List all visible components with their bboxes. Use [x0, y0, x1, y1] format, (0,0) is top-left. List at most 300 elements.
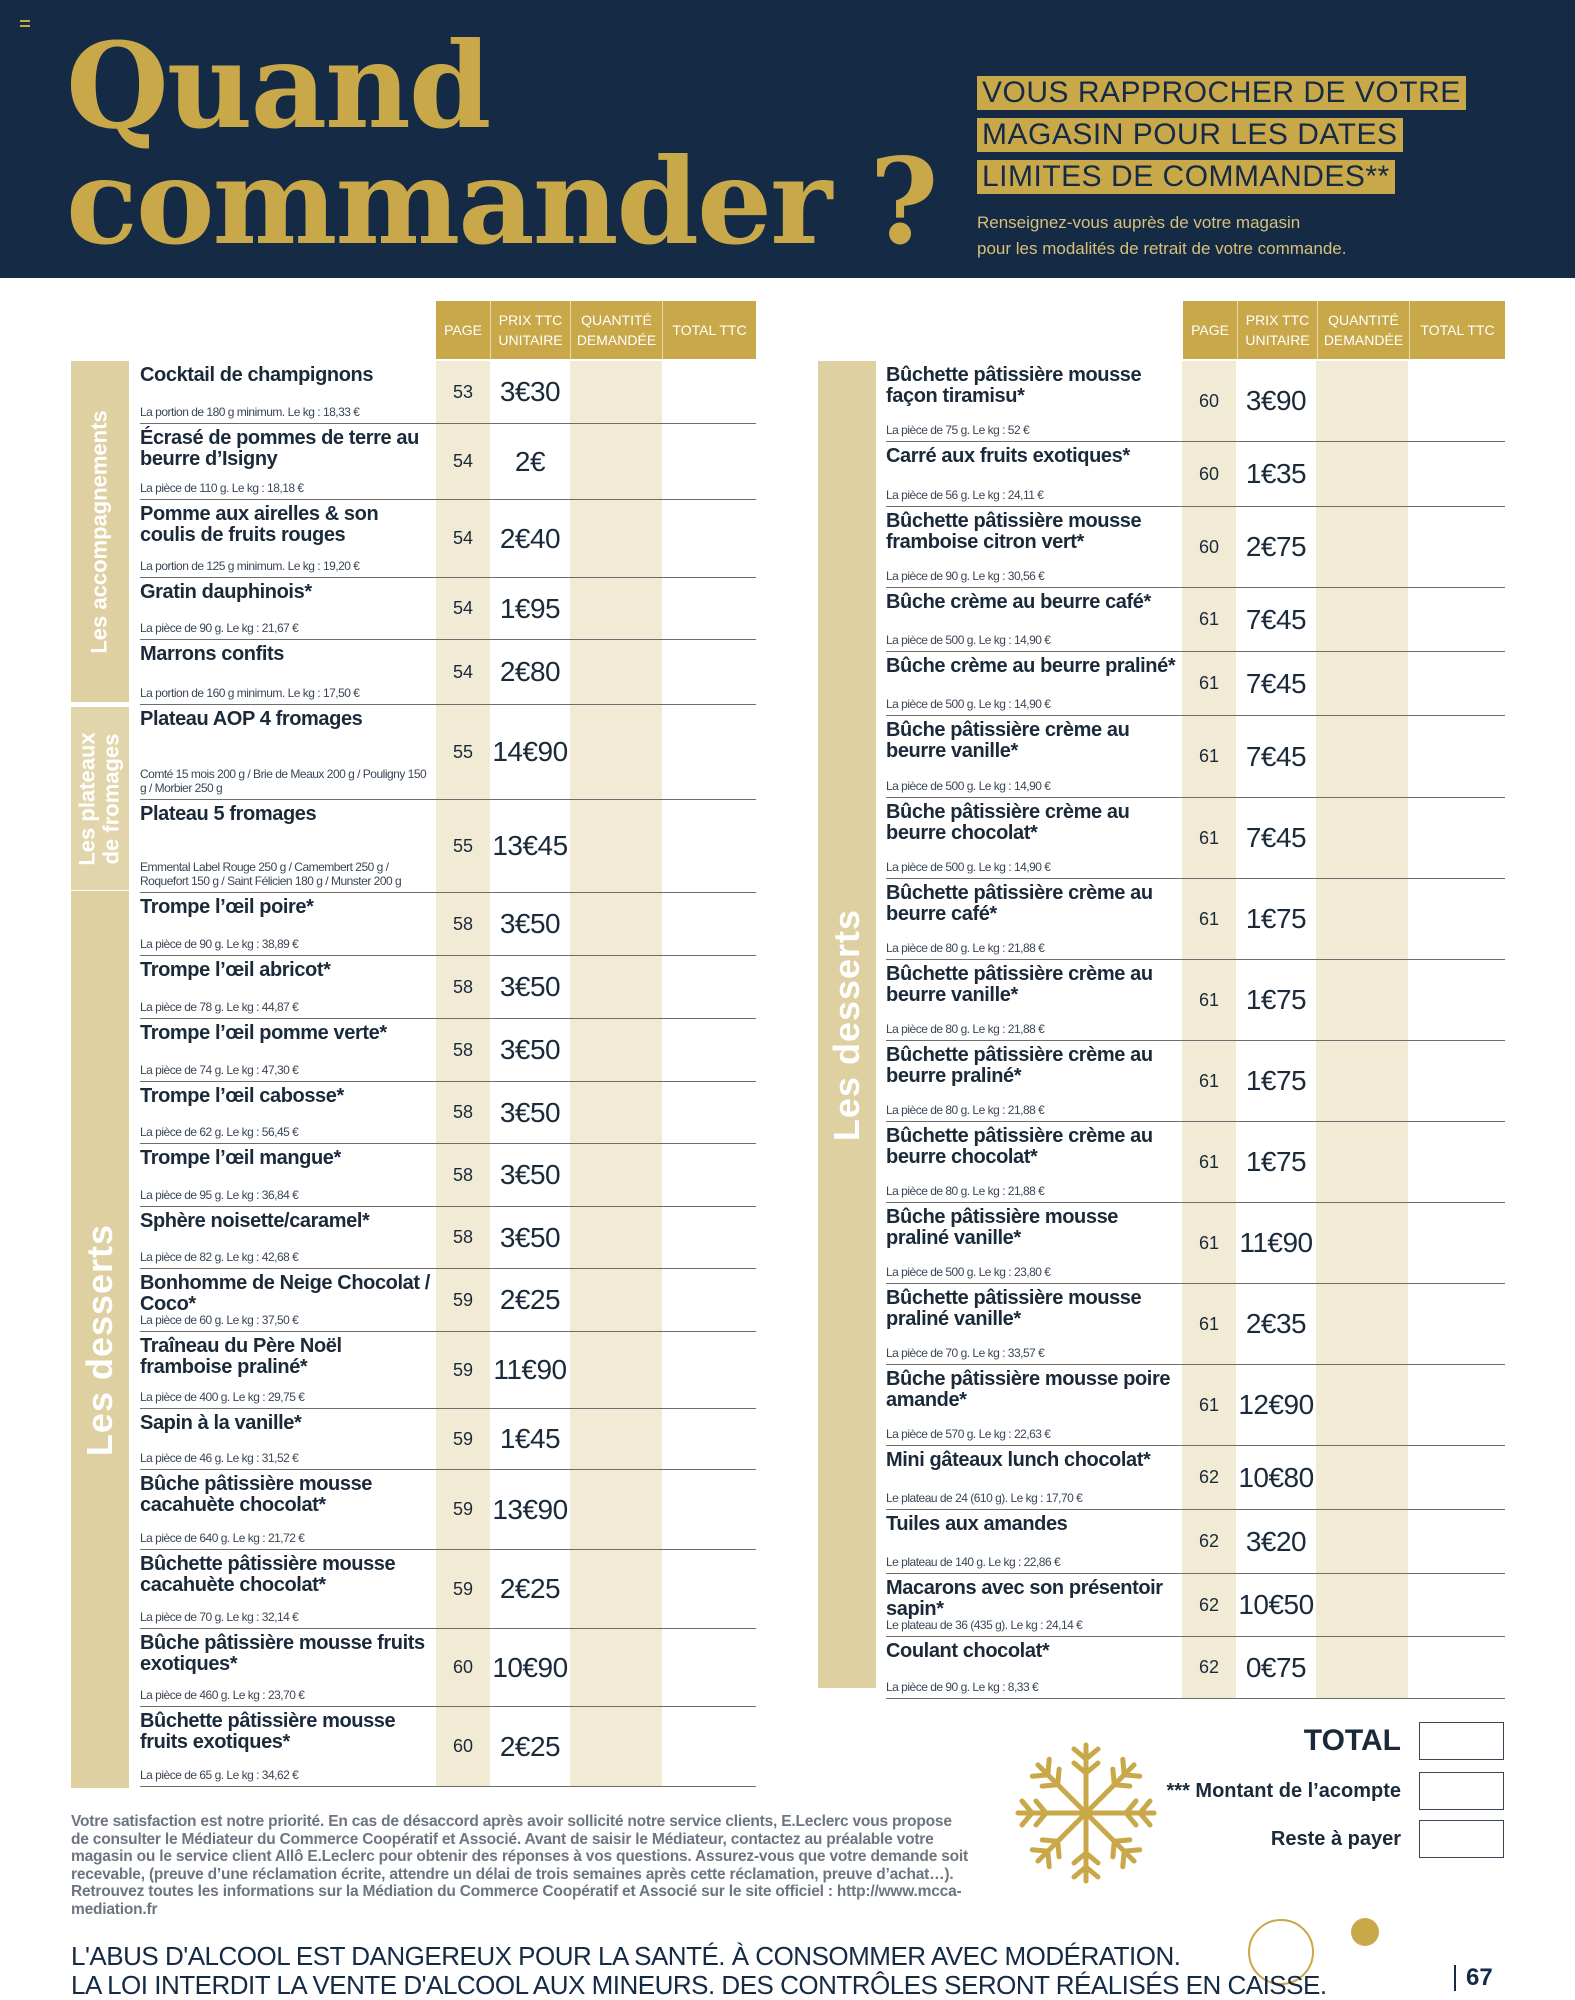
- product-name: Bûchette pâtissière mousse fruits exotiques*: [140, 1710, 396, 1753]
- quantity-field[interactable]: [570, 1144, 662, 1206]
- product-name: Bûche pâtissière mousse cacahuète chocolat*: [140, 1473, 373, 1516]
- line-total-field[interactable]: [1408, 507, 1505, 587]
- line-total-field[interactable]: [1408, 442, 1505, 506]
- product-detail: La pièce de 65 g. Le kg : 34,62 €: [140, 1768, 299, 1782]
- unit-price: 2€75: [1245, 531, 1307, 562]
- catalog-page: 55: [436, 705, 490, 799]
- product-name: Bûche crème au beurre café*: [886, 591, 1151, 613]
- quantity-field[interactable]: [1316, 1041, 1408, 1121]
- section-label-desserts: Les desserts: [79, 1223, 121, 1456]
- product-row: [140, 1550, 756, 1629]
- quantity-field[interactable]: [570, 1470, 662, 1549]
- product-name: Pomme aux airelles & son coulis de fruits rouges: [140, 503, 379, 546]
- callout-line-1: VOUS RAPPROCHER DE VOTRE: [977, 76, 1466, 110]
- line-total-field[interactable]: [1408, 1510, 1505, 1573]
- product-name: Bûche pâtissière mousse praliné vanille*: [886, 1206, 1119, 1249]
- line-total-field[interactable]: [1408, 716, 1505, 797]
- catalog-page: 58: [436, 1207, 490, 1268]
- unit-price: 3€50: [499, 1096, 561, 1128]
- product-detail: La pièce de 570 g. Le kg : 22,63 €: [886, 1427, 1051, 1441]
- product-detail: La pièce de 60 g. Le kg : 37,50 €: [140, 1313, 299, 1327]
- catalog-page: 61: [1182, 1284, 1236, 1364]
- unit-price: 7€45: [1245, 740, 1307, 772]
- catalog-page: 61: [1182, 798, 1236, 878]
- product-detail: La pièce de 500 g. Le kg : 14,90 €: [886, 860, 1051, 874]
- line-total-field[interactable]: [662, 1019, 756, 1081]
- total-label: TOTAL: [1303, 1724, 1401, 1757]
- product-detail: La pièce de 75 g. Le kg : 52 €: [886, 423, 1030, 437]
- quantity-field[interactable]: [570, 424, 662, 499]
- quantity-field[interactable]: [570, 1332, 662, 1408]
- product-row: [140, 1144, 756, 1207]
- product-name: Bûchette pâtissière mousse façon tiramisu*: [886, 364, 1142, 407]
- line-total-field[interactable]: [662, 1207, 756, 1268]
- line-total-field[interactable]: [1408, 588, 1505, 651]
- product-name: Mini gâteaux lunch chocolat*: [886, 1449, 1151, 1471]
- unit-price: 11€90: [493, 1354, 567, 1385]
- unit-price: 3€50: [499, 971, 561, 1002]
- product-detail: Emmental Label Rouge 250 g / Camembert 250 g / Roquefort 150 g / Saint Félicien 180 g / Munster 200 g: [140, 860, 402, 888]
- col-quantity: QUANTITÉ DEMANDÉE: [570, 301, 662, 359]
- quantity-field[interactable]: [1316, 716, 1408, 797]
- product-detail: La pièce de 82 g. Le kg : 42,68 €: [140, 1250, 299, 1264]
- line-total-field[interactable]: [662, 1269, 756, 1331]
- line-total-field[interactable]: [662, 1409, 756, 1469]
- product-name: Bûche pâtissière crème au beurre vanille*: [886, 719, 1130, 762]
- unit-price: 14€90: [492, 736, 568, 767]
- quantity-field[interactable]: [570, 578, 662, 639]
- line-total-field[interactable]: [1408, 361, 1505, 441]
- catalog-page: 60: [1182, 507, 1236, 587]
- unit-price: 1€45: [499, 1423, 561, 1454]
- line-total-field[interactable]: [1408, 1203, 1505, 1283]
- unit-price: 3€20: [1245, 1525, 1307, 1557]
- product-row: [140, 705, 756, 800]
- quantity-field[interactable]: [570, 361, 662, 423]
- line-total-field[interactable]: [662, 500, 756, 577]
- quantity-field[interactable]: [570, 956, 662, 1018]
- unit-price: 7€45: [1245, 603, 1307, 635]
- catalog-page: 61: [1182, 588, 1236, 651]
- unit-price: 3€30: [499, 376, 561, 407]
- catalog-page: 59: [436, 1269, 490, 1331]
- product-row: [886, 588, 1505, 652]
- product-detail: La pièce de 80 g. Le kg : 21,88 €: [886, 941, 1045, 955]
- quantity-field[interactable]: [1316, 652, 1408, 715]
- quantity-field[interactable]: [1316, 960, 1408, 1040]
- unit-price: 11€90: [1239, 1227, 1313, 1258]
- unit-price: 3€50: [499, 1159, 561, 1190]
- line-total-field[interactable]: [662, 800, 756, 892]
- section-desserts-left: [71, 891, 129, 1788]
- line-total-field[interactable]: [1408, 1637, 1505, 1698]
- quantity-field[interactable]: [570, 1550, 662, 1628]
- unit-price: 0€75: [1245, 1651, 1307, 1683]
- product-detail: La pièce de 80 g. Le kg : 21,88 €: [886, 1184, 1045, 1198]
- product-row: [886, 1122, 1505, 1203]
- title-line-1: Quand: [66, 16, 490, 155]
- product-name: Bûche crème au beurre praliné*: [886, 655, 1176, 677]
- col-total: TOTAL TTC: [662, 301, 756, 359]
- unit-price: 10€90: [492, 1651, 568, 1683]
- unit-price: 2€25: [499, 1573, 561, 1604]
- quantity-field[interactable]: [1316, 1284, 1408, 1364]
- catalog-page: 60: [436, 1707, 490, 1786]
- product-row: [886, 716, 1505, 798]
- product-name: Bûchette pâtissière crème au beurre vanille*: [886, 963, 1153, 1006]
- product-name: Plateau 5 fromages: [140, 803, 317, 825]
- line-total-field[interactable]: [662, 893, 756, 955]
- menu-icon[interactable]: [20, 20, 30, 27]
- product-row: [886, 1041, 1505, 1122]
- product-row: [886, 1203, 1505, 1284]
- product-name: Bûchette pâtissière mousse cacahuète chocolat*: [140, 1553, 396, 1596]
- quantity-field[interactable]: [570, 800, 662, 892]
- catalog-page: 61: [1182, 1041, 1236, 1121]
- unit-price: 2€: [514, 445, 546, 477]
- section-label-plateaux-line-1: Les plateaux: [75, 731, 100, 866]
- product-name: Écrasé de pommes de terre au beurre d’Isigny: [140, 427, 419, 470]
- catalog-page: 61: [1182, 960, 1236, 1040]
- product-row: [886, 361, 1505, 442]
- product-detail: Comté 15 mois 200 g / Brie de Meaux 200 g / Pouligny 150 g / Morbier 250 g: [140, 767, 427, 795]
- line-total-field[interactable]: [1408, 1122, 1505, 1202]
- product-row: [886, 1637, 1505, 1699]
- product-detail: La pièce de 110 g. Le kg : 18,18 €: [140, 481, 304, 495]
- catalog-page: 62: [1182, 1574, 1236, 1636]
- product-row: [140, 956, 756, 1019]
- quantity-field[interactable]: [1316, 1203, 1408, 1283]
- unit-price: 2€40: [499, 522, 561, 554]
- total-row: [1304, 1722, 1504, 1760]
- product-name: Sapin à la vanille*: [140, 1412, 302, 1434]
- product-name: Cocktail de champignons: [140, 364, 374, 386]
- product-detail: La pièce de 90 g. Le kg : 21,67 €: [140, 621, 299, 635]
- unit-price: 10€50: [1238, 1589, 1314, 1620]
- product-row: [140, 640, 756, 705]
- product-row: [140, 424, 756, 500]
- product-row: [140, 1082, 756, 1144]
- col-quantity: QUANTITÉ DEMANDÉE: [1317, 301, 1409, 359]
- product-name: Carré aux fruits exotiques*: [886, 445, 1130, 467]
- pickup-note: [977, 210, 1397, 262]
- line-total-field[interactable]: [662, 424, 756, 499]
- product-name: Gratin dauphinois*: [140, 581, 312, 603]
- unit-price: 13€45: [492, 830, 568, 861]
- line-total-field[interactable]: [662, 1629, 756, 1706]
- mediation-notice: Votre satisfaction est notre priorité. En cas de désaccord après avoir sollicité notre service clients, E.Leclerc vous propose de consulter le Médiateur du Commerce Coopératif et Associé. Avant de saisir le Médiateur, contactez au préalable votre magasin ou le service client Allô E.Leclerc pour obtenir des réponses à vos questions. Assurez-vous que votre demande soit recevable, (preuve d’une réclamation écrite, attendre un délai de trois semaines après cette réclamation, preuve d’achat…). Retrouvez toutes les informations sur la Médiation du Commerce Coopératif et Associé sur le site officiel : http://www.mcca-mediation.fr: [71, 1813, 968, 1918]
- line-total-field[interactable]: [1408, 798, 1505, 878]
- product-row: [140, 1019, 756, 1082]
- catalog-page: 58: [436, 1082, 490, 1143]
- product-row: [140, 1470, 756, 1550]
- line-total-field[interactable]: [1408, 1365, 1505, 1445]
- line-total-field[interactable]: [1408, 1041, 1505, 1121]
- quantity-field[interactable]: [1316, 879, 1408, 959]
- product-name: Bûchette pâtissière crème au beurre café*: [886, 882, 1153, 925]
- product-name: Bûchette pâtissière mousse framboise citron vert*: [886, 510, 1142, 553]
- catalog-page: 60: [1182, 361, 1236, 441]
- product-detail: Le plateau de 24 (610 g). Le kg : 17,70 €: [886, 1491, 1083, 1505]
- deposit-field[interactable]: [1419, 1772, 1504, 1810]
- title-line-2: commander ?: [66, 132, 937, 271]
- section-label-desserts: Les desserts: [826, 908, 868, 1141]
- right-table-header: [1183, 301, 1505, 359]
- callout-line-3: LIMITES DE COMMANDES**: [977, 160, 1395, 194]
- catalog-page: 59: [436, 1470, 490, 1549]
- quantity-field[interactable]: [570, 893, 662, 955]
- product-name: Plateau AOP 4 fromages: [140, 708, 363, 730]
- product-detail: La pièce de 80 g. Le kg : 21,88 €: [886, 1022, 1045, 1036]
- quantity-field[interactable]: [1316, 1574, 1408, 1636]
- product-row: [886, 1574, 1505, 1637]
- quantity-field[interactable]: [570, 640, 662, 704]
- quantity-field[interactable]: [570, 705, 662, 799]
- page-number: 67: [1454, 1965, 1493, 1991]
- catalog-page: 58: [436, 956, 490, 1018]
- product-row: [140, 578, 756, 640]
- balance-row: [1271, 1820, 1504, 1858]
- line-total-field[interactable]: [662, 1470, 756, 1549]
- quantity-field[interactable]: [1316, 1446, 1408, 1509]
- line-total-field[interactable]: [1408, 879, 1505, 959]
- unit-price: 7€45: [1245, 822, 1307, 853]
- catalog-page: 60: [436, 1629, 490, 1706]
- line-total-field[interactable]: [662, 361, 756, 423]
- alcohol-warning-line-2: LA LOI INTERDIT LA VENTE D'ALCOOL AUX MINEURS. DES CONTRÔLES SERONT RÉALISÉS EN CAISSE.: [71, 1970, 1327, 2000]
- product-detail: La pièce de 70 g. Le kg : 33,57 €: [886, 1346, 1045, 1360]
- pickup-note-line-2: pour les modalités de retrait de votre commande.: [977, 239, 1347, 258]
- catalog-page: 55: [436, 800, 490, 892]
- quantity-field[interactable]: [1316, 1637, 1408, 1698]
- product-detail: La pièce de 460 g. Le kg : 23,70 €: [140, 1688, 305, 1702]
- total-field[interactable]: [1419, 1722, 1504, 1760]
- line-total-field[interactable]: [1408, 1284, 1505, 1364]
- product-detail: La pièce de 400 g. Le kg : 29,75 €: [140, 1390, 305, 1404]
- product-name: Bonhomme de Neige Chocolat / Coco*: [140, 1272, 430, 1315]
- line-total-field[interactable]: [662, 705, 756, 799]
- product-detail: La pièce de 500 g. Le kg : 14,90 €: [886, 633, 1051, 647]
- unit-price: 1€75: [1245, 1065, 1307, 1096]
- catalog-page: 54: [436, 500, 490, 577]
- product-row: [886, 442, 1505, 507]
- quantity-field[interactable]: [570, 1019, 662, 1081]
- product-row: [140, 1629, 756, 1707]
- product-row: [140, 1409, 756, 1470]
- col-unit-price: PRIX TTC UNITAIRE: [490, 301, 570, 359]
- product-detail: La pièce de 62 g. Le kg : 56,45 €: [140, 1125, 299, 1139]
- line-total-field[interactable]: [662, 956, 756, 1018]
- line-total-field[interactable]: [662, 1144, 756, 1206]
- unit-price: 2€80: [499, 656, 561, 687]
- quantity-field[interactable]: [570, 1409, 662, 1469]
- line-total-field[interactable]: [662, 1707, 756, 1786]
- product-detail: Le plateau de 36 (435 g). Le kg : 24,14 €: [886, 1618, 1083, 1632]
- line-total-field[interactable]: [1408, 652, 1505, 715]
- catalog-page: 59: [436, 1409, 490, 1469]
- product-detail: La pièce de 500 g. Le kg : 14,90 €: [886, 697, 1051, 711]
- unit-price: 2€35: [1245, 1308, 1307, 1339]
- unit-price: 1€75: [1245, 984, 1307, 1015]
- catalog-page: 58: [436, 1019, 490, 1081]
- col-page: PAGE: [444, 322, 482, 338]
- product-name: Bûchette pâtissière crème au beurre praliné*: [886, 1044, 1153, 1087]
- quantity-field[interactable]: [570, 1207, 662, 1268]
- deposit-row: [1167, 1772, 1504, 1810]
- catalog-page: 54: [436, 424, 490, 499]
- product-detail: La pièce de 56 g. Le kg : 24,11 €: [886, 488, 1044, 502]
- line-total-field[interactable]: [1408, 1446, 1505, 1509]
- deposit-label: *** Montant de l’acompte: [1166, 1779, 1401, 1802]
- catalog-page: 62: [1182, 1637, 1236, 1698]
- product-row: [140, 361, 756, 424]
- product-name: Trompe l’œil abricot*: [140, 959, 331, 981]
- product-row: [886, 798, 1505, 879]
- product-detail: Le plateau de 140 g. Le kg : 22,86 €: [886, 1555, 1061, 1569]
- catalog-page: 60: [1182, 442, 1236, 506]
- section-accompagnements: [71, 361, 129, 702]
- unit-price: 10€80: [1238, 1461, 1314, 1493]
- quantity-field[interactable]: [1316, 588, 1408, 651]
- line-total-field[interactable]: [662, 1082, 756, 1143]
- catalog-page: 58: [436, 1144, 490, 1206]
- catalog-page: 61: [1182, 652, 1236, 715]
- product-row: [886, 652, 1505, 716]
- catalog-page: 62: [1182, 1446, 1236, 1509]
- unit-price: 13€90: [492, 1493, 568, 1525]
- catalog-page: 61: [1182, 1365, 1236, 1445]
- line-total-field[interactable]: [662, 640, 756, 704]
- unit-price: 1€35: [1245, 458, 1307, 489]
- unit-price: 1€95: [499, 592, 561, 624]
- product-row: [886, 1510, 1505, 1574]
- product-detail: La pièce de 46 g. Le kg : 31,52 €: [140, 1451, 299, 1465]
- quantity-field[interactable]: [570, 1082, 662, 1143]
- product-name: Macarons avec son présentoir sapin*: [886, 1577, 1163, 1620]
- section-desserts-right: [818, 361, 876, 1688]
- quantity-field[interactable]: [1316, 798, 1408, 878]
- product-detail: La pièce de 80 g. Le kg : 21,88 €: [886, 1103, 1045, 1117]
- product-name: Bûche pâtissière mousse poire amande*: [886, 1368, 1171, 1411]
- quantity-field[interactable]: [1316, 442, 1408, 506]
- product-row: [140, 1207, 756, 1269]
- catalog-page: 61: [1182, 716, 1236, 797]
- product-name: Trompe l’œil cabosse*: [140, 1085, 344, 1107]
- quantity-field[interactable]: [570, 1269, 662, 1331]
- product-row: [140, 1332, 756, 1409]
- catalog-page: 58: [436, 893, 490, 955]
- product-detail: La portion de 180 g minimum. Le kg : 18,33 €: [140, 405, 360, 419]
- product-name: Tuiles aux amandes: [886, 1513, 1068, 1535]
- balance-field[interactable]: [1419, 1820, 1504, 1858]
- col-total: TOTAL TTC: [1409, 301, 1505, 359]
- line-total-field[interactable]: [662, 1550, 756, 1628]
- product-name: Marrons confits: [140, 643, 285, 665]
- product-detail: La pièce de 90 g. Le kg : 38,89 €: [140, 937, 299, 951]
- catalog-page: 61: [1182, 1122, 1236, 1202]
- product-name: Trompe l’œil pomme verte*: [140, 1022, 387, 1044]
- product-row: [886, 1446, 1505, 1510]
- product-name: Bûchette pâtissière mousse praliné vanille*: [886, 1287, 1142, 1330]
- pickup-note-line-1: Renseignez-vous auprès de votre magasin: [977, 213, 1301, 232]
- product-name: Trompe l’œil mangue*: [140, 1147, 341, 1169]
- section-label-plateaux: [76, 732, 124, 865]
- quantity-field[interactable]: [570, 1629, 662, 1706]
- catalog-page: 59: [436, 1550, 490, 1628]
- quantity-field[interactable]: [1316, 1122, 1408, 1202]
- product-row: [886, 507, 1505, 588]
- catalog-page: 62: [1182, 1510, 1236, 1573]
- unit-price: 3€50: [499, 1221, 561, 1253]
- product-row: [886, 960, 1505, 1041]
- section-label-accompagnements: Les accompagnements: [87, 409, 112, 654]
- product-name: Sphère noisette/caramel*: [140, 1210, 370, 1232]
- col-page: PAGE: [1191, 322, 1229, 338]
- line-total-field[interactable]: [662, 578, 756, 639]
- unit-price: 3€50: [499, 908, 561, 939]
- section-plateaux: [71, 707, 129, 890]
- alcohol-warning-line-1: L'ABUS D'ALCOOL EST DANGEREUX POUR LA SANTÉ. À CONSOMMER AVEC MODÉRATION.: [71, 1941, 1181, 1971]
- product-detail: La pièce de 74 g. Le kg : 47,30 €: [140, 1063, 299, 1077]
- quantity-field[interactable]: [570, 1707, 662, 1786]
- order-deadline-callout: [977, 76, 1461, 202]
- catalog-page: 59: [436, 1332, 490, 1408]
- quantity-field[interactable]: [1316, 507, 1408, 587]
- product-name: Bûchette pâtissière crème au beurre chocolat*: [886, 1125, 1153, 1168]
- product-detail: La portion de 160 g minimum. Le kg : 17,50 €: [140, 686, 360, 700]
- quantity-field[interactable]: [1316, 1365, 1408, 1445]
- callout-line-2: MAGASIN POUR LES DATES: [977, 118, 1403, 152]
- product-row: [140, 893, 756, 956]
- product-row: [140, 800, 756, 893]
- header-banner: [0, 0, 1575, 278]
- product-detail: La pièce de 95 g. Le kg : 36,84 €: [140, 1188, 299, 1202]
- line-total-field[interactable]: [662, 1332, 756, 1408]
- catalog-page: 61: [1182, 879, 1236, 959]
- product-detail: La pièce de 640 g. Le kg : 21,72 €: [140, 1531, 305, 1545]
- catalog-page: 54: [436, 640, 490, 704]
- col-unit-price: PRIX TTC UNITAIRE: [1237, 301, 1317, 359]
- product-detail: La pièce de 500 g. Le kg : 23,80 €: [886, 1265, 1051, 1279]
- unit-price: 1€75: [1245, 1146, 1307, 1177]
- product-name: Bûche pâtissière mousse fruits exotiques*: [140, 1632, 425, 1675]
- product-detail: La pièce de 500 g. Le kg : 14,90 €: [886, 779, 1051, 793]
- catalog-page: 61: [1182, 1203, 1236, 1283]
- left-table-header: [436, 301, 756, 359]
- catalog-page: 53: [436, 361, 490, 423]
- unit-price: 12€90: [1238, 1389, 1314, 1420]
- product-detail: La pièce de 70 g. Le kg : 32,14 €: [140, 1610, 299, 1624]
- unit-price: 7€45: [1245, 667, 1307, 699]
- unit-price: 3€90: [1245, 385, 1307, 416]
- product-name: Bûche pâtissière crème au beurre chocolat*: [886, 801, 1130, 844]
- unit-price: 2€25: [499, 1284, 561, 1315]
- section-label-plateaux-line-2: de fromages: [99, 733, 124, 864]
- quantity-field[interactable]: [570, 500, 662, 577]
- snowflake-icon: [1008, 1738, 1164, 1888]
- product-name: Trompe l’œil poire*: [140, 896, 314, 918]
- product-row: [886, 1284, 1505, 1365]
- catalog-page: 54: [436, 578, 490, 639]
- line-total-field[interactable]: [1408, 960, 1505, 1040]
- alcohol-warning: [71, 1941, 1327, 2000]
- product-name: Traîneau du Père Noël framboise praliné*: [140, 1335, 342, 1378]
- decorative-dot-icon: [1351, 1918, 1379, 1946]
- quantity-field[interactable]: [1316, 1510, 1408, 1573]
- product-detail: La pièce de 78 g. Le kg : 44,87 €: [140, 1000, 299, 1014]
- line-total-field[interactable]: [1408, 1574, 1505, 1636]
- quantity-field[interactable]: [1316, 361, 1408, 441]
